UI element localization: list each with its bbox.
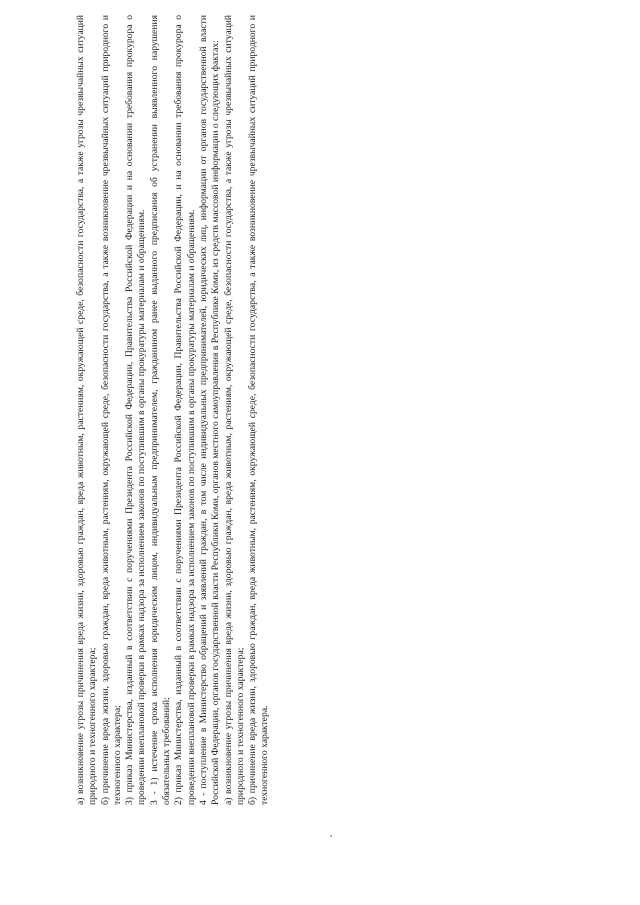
paragraph-7: а) возникновение угрозы причинения вреда жизни, здоровью граждан, вреда животным, растениям, окружающей среде, безопасности государства, а также угрозы чрезвычайных ситуаций природного и техногенного характера; <box>222 15 246 805</box>
paragraph-4: 3 - 1) истечение срока исполнения юридическим лицом, индивидуальным предпринимателем, гражданином ранее выданного предписания об устранении выявленного нарушения обязательных требований; <box>148 15 173 805</box>
paragraph-6: 4 - поступление в Министерство обращений и заявлений граждан, в том числе индивидуальных предпринимателей, юридических лиц, информации от органов государственной власти Российской Федерации, органов государственной власти Республики Коми, органов местного самоуправления в Республике Коми, из средств массовой информации о следующих фактах: <box>197 15 222 805</box>
rotated-text-block <box>75 15 272 805</box>
paragraph-1: а) возникновение угрозы причинения вреда жизни, здоровью граждан, вреда животным, растениям, окружающей среде, безопасности государства, а также угрозы чрезвычайных ситуаций природного и техногенного характера; <box>75 15 99 805</box>
document-body <box>75 15 272 805</box>
paragraph-3: 3) приказ Министерства, изданный в соответствии с поручениями Президента Российской Федерации, Правительства Российской Федерации и на основании требования прокурора о проведении внеплановой проверки в рамках надзора за исполнением законов по поступившим в органы прокуратуры материалам и обращениям. <box>124 15 148 805</box>
paragraph-5: 2) приказ Министерства, изданный в соответствии с поручениями Президента Российской Федерации, Правительства Российской Федерации, и на основании требования прокурора о проведении внеплановой проверки в рамках надзора за исполнением законов по поступившим в органы прокуратуры материалам и обращениям. <box>173 15 197 805</box>
scan-speck <box>330 835 332 837</box>
paragraph-8: б) причинение вреда жизни, здоровью граждан, вреда животным, растениям, окружающей среде, безопасности государства, а также возникновение чрезвычайных ситуаций природного и техногенного характера. <box>247 15 271 805</box>
paragraph-2: б) причинение вреда жизни, здоровью граждан, вреда животным, растениям, окружающей среде, безопасности государства, а также возникновение чрезвычайных ситуаций природного и техногенного характера; <box>99 15 123 805</box>
